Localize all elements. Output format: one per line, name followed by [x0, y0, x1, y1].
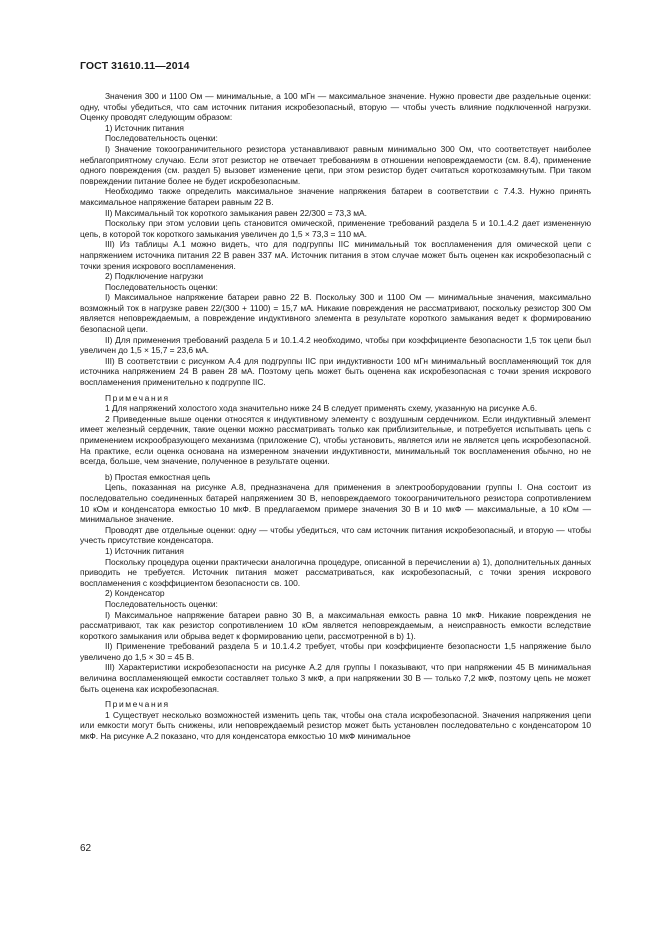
notes-heading: Примечания	[105, 392, 170, 403]
paragraph: Последовательность оценки:	[105, 133, 218, 144]
paragraph: Последовательность оценки:	[105, 598, 218, 609]
paragraph: 1) Источник питания	[105, 545, 184, 556]
paragraph: III) Из таблицы А.1 можно видеть, что для подгруппы IIC минимальный ток воспламенения для омической цепи с напряжением источника питания 22 В равен 337 мА. Источник питания в этом случае может быть оценен как искробезопасный с точки зрения искрового воспламенения.	[80, 239, 591, 271]
paragraph: 2) Конденсатор	[105, 588, 165, 599]
paragraph: II) Для применения требований раздела 5 и 10.1.4.2 необходимо, чтобы при коэффициенте безопасности 1,5 ток цепи был увеличен до 1,5 × 15,7 = 23,6 мА.	[80, 334, 591, 356]
paragraph: Поскольку при этом условии цепь становится омической, применение требований раздела 5 и 10.1.4.2 дает измененную цепь, в которой ток короткого замыкания увеличен до 1,5 × 73,3 = 110 мА.	[80, 218, 591, 239]
paragraph: III) Характеристики искробезопасности на рисунке А.2 для группы I показывают, что при напряжении 45 В минимальная величина воспламеняющей емкости составляет только 3 мкФ, а при напряжении 30 В — только 7,2 мкФ, поэтому цепь не может быть оценена как искробезопасная.	[80, 662, 591, 694]
paragraph: I) Максимальное напряжение батареи равно 22 В. Поскольку 300 и 1100 Ом — минимальные значения, максимально возможный ток в нагрузке равен 22/(300 + 1100) = 15,7 мА. Никакие повреждения не рассматривают, поскольку резистор 300 Ом является неповреждаемым, а повреждение индуктивного элемента в результате короткого замыкания ведет к формированию безопасной цепи.	[80, 292, 591, 335]
paragraph: Поскольку процедура оценки практически аналогична процедуре, описанной в перечислении а) 1), дополнительных данных приводить не требуется. Источник питания может рассматриваться, как искробезопасный, с точки зрения искрового воспламенения с коэффициентом безопасности св. 100.	[80, 556, 591, 588]
note: 2 Приведенные выше оценки относятся к индуктивному элементу с воздушным сердечником. Если индуктивный элемент имеет железный сердечник, такие оценки можно рассматривать только как приблизительные, и потребуется испытывать цепь с применением искрообразующего механизма (приложение С), чтобы установить, является или не является цепь искробезопасной. На практике, если оценка основана на измеренном значении индуктивности, минимальный ток воспламенения обычно, но не всегда, больше, чем значение, полученное в результате оценки.	[80, 413, 591, 467]
paragraph: II) Применение требований раздела 5 и 10.1.4.2 требует, чтобы при коэффициенте безопасности 1,5 напряжение было увеличено до 1,5 × 30 = 45 В.	[80, 641, 591, 662]
document-header: ГОСТ 31610.11—2014	[80, 60, 190, 72]
document-body	[80, 91, 591, 742]
paragraph: Необходимо также определить максимальное значение напряжения батареи в соответствии с 7.4.3. Нужно принять максимальное напряжение батареи равным 22 В.	[80, 186, 591, 207]
page-number: 62	[80, 843, 92, 854]
paragraph: 1) Источник питания	[105, 122, 184, 133]
notes-heading: Примечания	[105, 699, 170, 710]
paragraph: Проводят две отдельные оценки: одну — чтобы убедиться, что сам источник питания искробезопасный, и вторую — чтобы учесть присутствие конденсатора.	[80, 524, 591, 546]
note: 1 Существует несколько возможностей изменить цепь так, чтобы она стала искробезопасной. Значения напряжения цепи или емкости могут быть снижены, или неповреждаемый резистор может быть установлен последовательно с конденсатором 10 мкФ. На рисунке А.2 показано, что для конденсатора емкостью 10 мкФ минимальное	[80, 709, 591, 742]
paragraph: I) Максимальное напряжение батареи равно 30 В, а максимальная емкость равна 10 мкФ. Никакие повреждения не рассматривают, так как резистор сопротивлением 10 кОм является неповреждаемым, а неисправность емкости вследствие короткого замыкания или обрыва ведет к формированию цепи, рассмотренной в b) 1).	[80, 609, 591, 641]
paragraph: III) В соответствии с рисунком А.4 для подгруппы IIC при индуктивности 100 мГн минимальный воспламеняющий ток для источника напряжением 24 В равен 28 мА. Поэтому цепь может быть оценена как искробезопасная с точки зрения искрового воспламенения применительно к подгруппе IIC.	[80, 355, 591, 388]
paragraph: Последовательность оценки:	[105, 281, 218, 292]
paragraph: II) Максимальный ток короткого замыкания равен 22/300 = 73,3 мА.	[105, 207, 367, 218]
note: 1 Для напряжений холостого хода значительно ниже 24 В следует применять схему, указанную на рисунке А.6.	[105, 403, 537, 414]
paragraph: Цепь, показанная на рисунке А.8, предназначена для применения в электрооборудовании группы I. Она состоит из последовательно соединенных батарей напряжением 30 В, неповреждаемого токоограничительного резистора сопротивлением 10 кОм и конденсатора емкостью 10 мкФ. В предлагаемом примере значения 30 В и 10 мкФ — максимальные, а 10 кОм — минимальное значение.	[80, 482, 591, 525]
paragraph: Значения 300 и 1100 Ом — минимальные, а 100 мГн — максимальное значение. Нужно провести две раздельные оценки: одну, чтобы убедиться, что сам источник питания искробезопасный, вторую — чтобы учесть влияние подключенной нагрузки. Оценку проводят следующим образом:	[80, 91, 591, 123]
section-heading: b) Простая емкостная цепь	[105, 471, 211, 482]
paragraph: I) Значение токоограничительного резистора устанавливают равным минимально 300 Ом, что соответствует наиболее неблагоприятному случаю. Если этот резистор не отвечает требованиям в отношении неповреждаемости (см. 8.4), применение одного повреждения (см. раздел 5) вызовет изменение цепи, при этом резистор будет считаться короткозамкнутым. При таком повреждении питание более не будет искробезопасным.	[80, 143, 591, 186]
paragraph: 2) Подключение нагрузки	[105, 271, 204, 282]
